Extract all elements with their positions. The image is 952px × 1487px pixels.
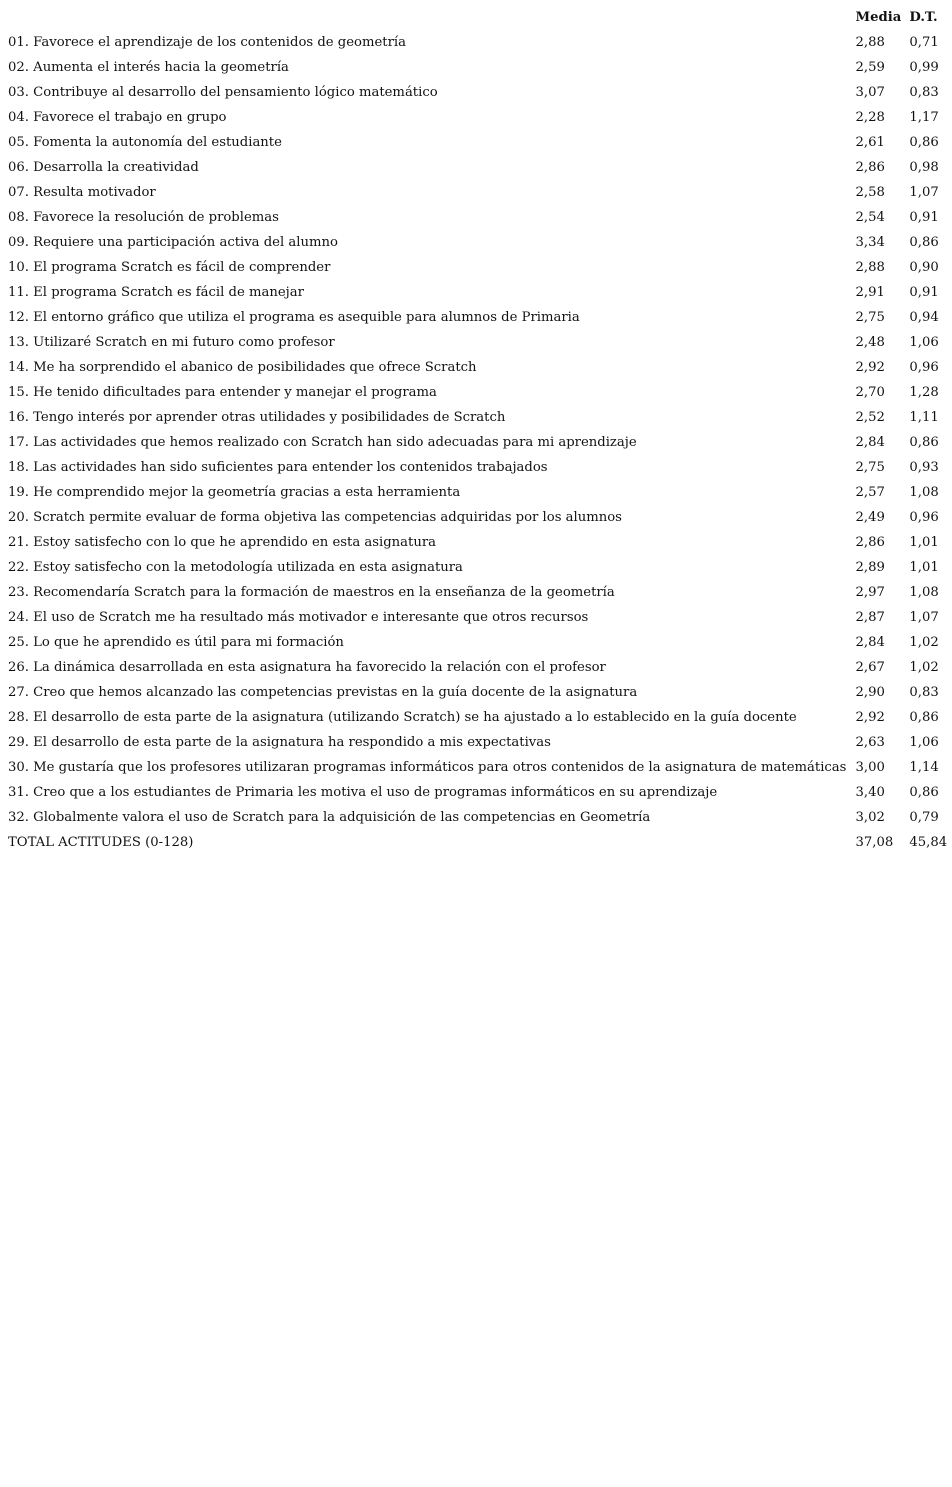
row-dt: 0,79 (909, 810, 939, 825)
table-row (4, 580, 952, 605)
table-row (4, 805, 952, 830)
row-media: 2,57 (855, 485, 885, 500)
row-media: 2,88 (855, 260, 885, 275)
table-row (4, 155, 952, 180)
row-label: 12. El entorno gráfico que utiliza el programa es asequible para alumnos de Primaria (8, 310, 580, 325)
table-row (4, 530, 952, 555)
header-dt: D.T. (909, 10, 938, 25)
row-label: 22. Estoy satisfecho con la metodología utilizada en esta asignatura (8, 560, 463, 575)
row-media: 3,02 (855, 810, 885, 825)
table-row (4, 355, 952, 380)
row-media: 2,92 (855, 360, 885, 375)
row-media: 2,91 (855, 285, 885, 300)
table-row (4, 605, 952, 630)
row-media: 2,48 (855, 335, 885, 350)
row-label: 23. Recomendaría Scratch para la formación de maestros en la enseñanza de la geometría (8, 585, 615, 600)
table-row (4, 755, 952, 780)
row-label: 07. Resulta motivador (8, 185, 156, 200)
row-label: 03. Contribuye al desarrollo del pensamiento lógico matemático (8, 85, 438, 100)
row-dt: 0,94 (909, 310, 939, 325)
row-dt: 0,93 (909, 460, 939, 475)
row-media: 2,89 (855, 560, 885, 575)
row-media: 2,84 (855, 635, 885, 650)
row-label: 06. Desarrolla la creatividad (8, 160, 199, 175)
row-media: 2,88 (855, 35, 885, 50)
row-label: 19. He comprendido mejor la geometría gracias a esta herramienta (8, 485, 461, 500)
row-label: 01. Favorece el aprendizaje de los contenidos de geometría (8, 35, 406, 50)
row-dt: 1,02 (909, 635, 939, 650)
row-media: 2,84 (855, 435, 885, 450)
row-label: 21. Estoy satisfecho con lo que he aprendido en esta asignatura (8, 535, 436, 550)
row-label: 05. Fomenta la autonomía del estudiante (8, 135, 282, 150)
table-row (4, 630, 952, 655)
row-dt: 1,07 (909, 610, 939, 625)
row-label: 31. Creo que a los estudiantes de Primaria les motiva el uso de programas informáticos en su aprendizaje (8, 785, 718, 800)
table-row (4, 105, 952, 130)
row-dt: 0,91 (909, 285, 939, 300)
row-dt: 1,06 (909, 735, 939, 750)
row-dt: 1,01 (909, 535, 939, 550)
row-media: 2,92 (855, 710, 885, 725)
row-dt: 0,90 (909, 260, 939, 275)
row-media: 3,00 (855, 760, 885, 775)
row-dt: 1,11 (909, 410, 939, 425)
row-dt: 1,01 (909, 560, 939, 575)
table-row (4, 455, 952, 480)
row-label: 28. El desarrollo de esta parte de la asignatura (utilizando Scratch) se ha ajustado a lo establecido en la guía docente (8, 710, 797, 725)
row-label: 18. Las actividades han sido suficientes para entender los contenidos trabajados (8, 460, 548, 475)
row-dt: 0,86 (909, 785, 939, 800)
row-label: 29. El desarrollo de esta parte de la asignatura ha respondido a mis expectativas (8, 735, 551, 750)
row-label: 11. El programa Scratch es fácil de manejar (8, 285, 304, 300)
total-label: TOTAL ACTITUDES (0-128) (8, 835, 194, 850)
header-item (4, 5, 852, 30)
table-row (4, 655, 952, 680)
row-media: 2,58 (855, 185, 885, 200)
total-row (4, 830, 952, 855)
table-row (4, 430, 952, 455)
row-label: 13. Utilizaré Scratch en mi futuro como profesor (8, 335, 335, 350)
row-media: 2,52 (855, 410, 885, 425)
row-media: 2,49 (855, 510, 885, 525)
table-row (4, 730, 952, 755)
row-media: 2,97 (855, 585, 885, 600)
row-media: 2,54 (855, 210, 885, 225)
row-media: 2,59 (855, 60, 885, 75)
table-row (4, 380, 952, 405)
table-row (4, 255, 952, 280)
table-row (4, 780, 952, 805)
row-label: 20. Scratch permite evaluar de forma objetiva las competencias adquiridas por los alumnos (8, 510, 622, 525)
table-row (4, 180, 952, 205)
table-row (4, 230, 952, 255)
row-label: 15. He tenido dificultades para entender y manejar el programa (8, 385, 437, 400)
row-dt: 1,08 (909, 485, 939, 500)
row-label: 26. La dinámica desarrollada en esta asignatura ha favorecido la relación con el profesor (8, 660, 606, 675)
row-dt: 0,71 (909, 35, 939, 50)
row-media: 2,61 (855, 135, 885, 150)
row-dt: 0,91 (909, 210, 939, 225)
row-label: 24. El uso de Scratch me ha resultado más motivador e interesante que otros recursos (8, 610, 589, 625)
row-dt: 0,86 (909, 710, 939, 725)
table-row (4, 280, 952, 305)
table-row (4, 505, 952, 530)
row-label: 14. Me ha sorprendido el abanico de posibilidades que ofrece Scratch (8, 360, 477, 375)
row-label: 30. Me gustaría que los profesores utilizaran programas informáticos para otros contenidos de la asignatura de matemáticas (8, 760, 847, 775)
header-media: Media (855, 10, 902, 25)
row-media: 2,86 (855, 535, 885, 550)
table-header-row (4, 5, 952, 30)
row-media: 2,63 (855, 735, 885, 750)
row-label: 04. Favorece el trabajo en grupo (8, 110, 227, 125)
attitudes-table (4, 5, 952, 855)
table-row (4, 30, 952, 55)
table-row (4, 205, 952, 230)
row-label: 16. Tengo interés por aprender otras utilidades y posibilidades de Scratch (8, 410, 506, 425)
table-row (4, 330, 952, 355)
table-row (4, 405, 952, 430)
table-body (4, 30, 952, 830)
row-dt: 0,99 (909, 60, 939, 75)
row-label: 32. Globalmente valora el uso de Scratch para la adquisición de las competencias en Geometría (8, 810, 651, 825)
row-media: 2,67 (855, 660, 885, 675)
row-media: 2,28 (855, 110, 885, 125)
row-media: 2,70 (855, 385, 885, 400)
row-dt: 1,08 (909, 585, 939, 600)
row-label: 09. Requiere una participación activa del alumno (8, 235, 338, 250)
row-dt: 0,96 (909, 360, 939, 375)
row-dt: 0,83 (909, 85, 939, 100)
table-row (4, 80, 952, 105)
row-dt: 0,98 (909, 160, 939, 175)
row-media: 2,87 (855, 610, 885, 625)
row-dt: 0,96 (909, 510, 939, 525)
row-media: 2,75 (855, 460, 885, 475)
row-label: 27. Creo que hemos alcanzado las competencias previstas en la guía docente de la asignatura (8, 685, 638, 700)
row-label: 10. El programa Scratch es fácil de comprender (8, 260, 331, 275)
row-dt: 1,17 (909, 110, 939, 125)
row-label: 17. Las actividades que hemos realizado con Scratch han sido adecuadas para mi aprendizaje (8, 435, 637, 450)
row-media: 2,86 (855, 160, 885, 175)
row-dt: 0,86 (909, 235, 939, 250)
row-dt: 0,86 (909, 435, 939, 450)
row-dt: 0,83 (909, 685, 939, 700)
row-media: 3,34 (855, 235, 885, 250)
total-dt: 45,84 (909, 835, 948, 850)
row-media: 2,90 (855, 685, 885, 700)
row-media: 3,07 (855, 85, 885, 100)
table-row (4, 705, 952, 730)
table-row (4, 55, 952, 80)
row-media: 2,75 (855, 310, 885, 325)
table-row (4, 130, 952, 155)
total-media: 37,08 (855, 835, 894, 850)
table-row (4, 555, 952, 580)
table-row (4, 680, 952, 705)
row-dt: 1,06 (909, 335, 939, 350)
row-label: 08. Favorece la resolución de problemas (8, 210, 279, 225)
row-dt: 1,14 (909, 760, 939, 775)
row-dt: 0,86 (909, 135, 939, 150)
row-dt: 1,28 (909, 385, 939, 400)
row-media: 3,40 (855, 785, 885, 800)
row-label: 02. Aumenta el interés hacia la geometría (8, 60, 289, 75)
row-dt: 1,07 (909, 185, 939, 200)
row-dt: 1,02 (909, 660, 939, 675)
table-row (4, 305, 952, 330)
row-label: 25. Lo que he aprendido es útil para mi formación (8, 635, 344, 650)
table-row (4, 480, 952, 505)
